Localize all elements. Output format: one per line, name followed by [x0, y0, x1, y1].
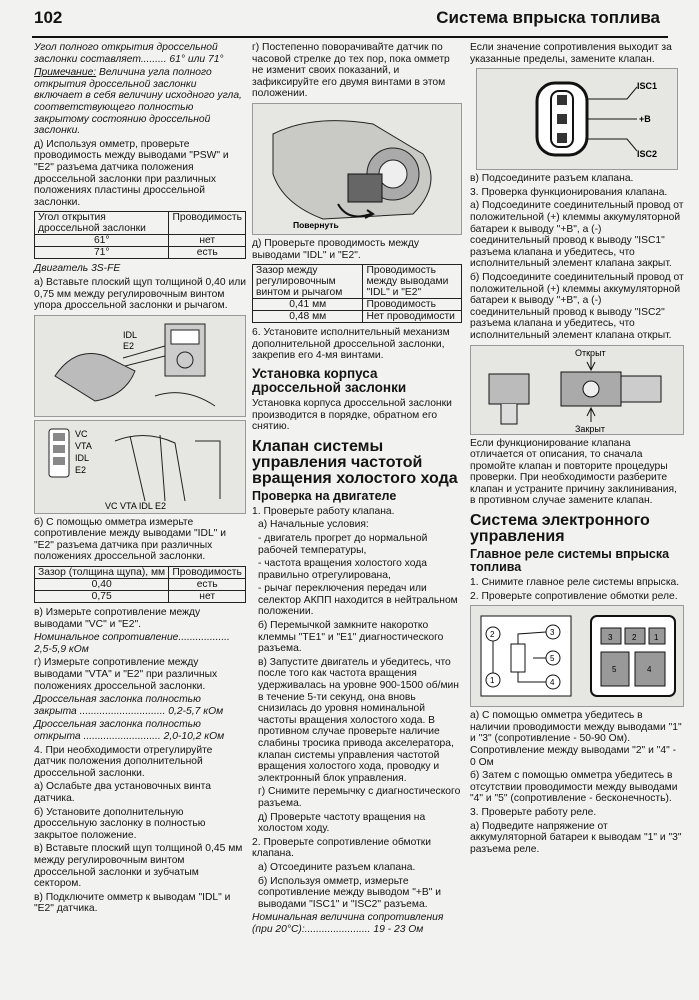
label-plus-b: +B	[639, 114, 651, 125]
column-2	[252, 42, 462, 938]
table-cell: 0,40	[35, 579, 169, 591]
subsection-heading: Главное реле системы впрыска топлива	[470, 547, 670, 575]
paragraph: б) Используя омметр, измерьте сопротивление между выводом "+B" и выводами "ISC1" и "ISC2" разъема.	[258, 875, 442, 910]
paragraph: д) Используя омметр, проверьте проводимость между выводами "PSW" и "E2" разъема датчика положения дроссельной заслонки при различных положениях пластины дроссельной заслонки.	[34, 138, 229, 208]
paragraph: в) Вставьте плоский щуп толщиной 0,45 мм между регулировочным винтом дроссельной заслонки и зубчатым сектором.	[34, 843, 243, 890]
table-cell: 0,48 мм	[253, 311, 363, 323]
paragraph: - двигатель прогрет до нормальной рабочей температуры,	[258, 532, 428, 556]
chapter-heading: Клапан системы управления частотой вращения холостого хода	[252, 437, 458, 487]
paragraph: 1. Проверьте работу клапана.	[252, 505, 395, 517]
engine-label: Двигатель 3S-FE	[34, 263, 121, 275]
page-header	[32, 10, 668, 38]
table-header: Проводимость	[169, 567, 246, 579]
label-e2: E2	[123, 340, 135, 351]
paragraph: г) Снимите перемычку с диагностического разъема.	[258, 786, 461, 809]
clearance-table	[252, 264, 462, 323]
label-idl: IDL	[123, 329, 138, 340]
paragraph: а) Подведите напряжение от аккумуляторной батареи к выводам "1" и "3" разъема реле.	[470, 820, 682, 855]
paragraph: б) С помощью омметра измерьте сопротивление между выводами "IDL" и "E2" разъема датчика при различных положениях дроссельной заслонки.	[34, 516, 226, 563]
paragraph: 3. Проверьте работу реле.	[470, 807, 597, 818]
paragraph: б) Подсоедините соединительный провод от положительной (+) клеммы аккумуляторной батареи к выводу "+B", а (-) соединительный провод к выводу "ISC2" разъема клапана и убедитесь, что исполнительный элемент клапана открыт.	[470, 271, 684, 341]
paragraph: в) Подключите омметр к выводам "IDL" и "E2" датчика.	[34, 891, 231, 915]
paragraph: б) Перемычкой замкните накоротко клеммы "TE1" и "E1" диагностического разъема.	[258, 620, 444, 655]
angle-table	[34, 211, 246, 259]
table-cell: 0,75	[35, 591, 169, 603]
table-cell: 71°	[35, 247, 169, 259]
paragraph: а) С помощью омметра убедитесь в наличии проводимости между выводами "1" и "3" (сопротивление - 50-90 Ом). Сопротивление между выводами "2" и "4" - 0 Ом	[470, 710, 682, 768]
page-title: Система впрыска топлива	[436, 8, 660, 27]
table-cell: есть	[169, 579, 246, 591]
pin-label: 2	[632, 633, 637, 643]
paragraph: - рычаг переключения передач или селектор АКПП находится в нейтральном положении.	[258, 583, 458, 618]
throttle-drawing	[253, 104, 461, 234]
table-cell: есть	[169, 247, 246, 259]
table-cell: нет	[169, 235, 246, 247]
table-cell: Нет проводимости	[363, 311, 462, 323]
paragraph: а) Подсоедините соединительный провод от положительной (+) клеммы аккумуляторной батареи к выводу "+B", а (-) соединительный провод к выводу "ISC1" разъема клапана и убедитесь, что исполнительный элемент клапана закрыт.	[470, 200, 684, 270]
chapter-heading: Система электронного управления	[470, 512, 650, 546]
paragraph: а) Ослабьте два установочных винта датчика.	[34, 781, 211, 804]
table-header: Проводимость	[169, 212, 246, 235]
table-cell: 0,41 мм	[253, 299, 363, 311]
relay-drawing	[471, 606, 683, 706]
paragraph: б) Затем с помощью омметра убедитесь в отсутствии проводимости между выводами "4" и "5" (сопротивление - бесконечность).	[470, 770, 678, 805]
valve-connector-drawing	[477, 69, 677, 169]
paragraph: - частота вращения холостого хода правильно отрегулирована,	[258, 558, 427, 581]
page-number: 102	[34, 8, 63, 27]
paragraph: а) Начальные условия:	[258, 519, 369, 531]
paragraph: 4. При необходимости отрегулируйте датчик положения дополнительной дроссельной заслонки.	[34, 744, 213, 779]
pin-label: 1	[490, 676, 495, 686]
figure-throttle-sensor	[252, 103, 462, 235]
connector-diagram	[35, 421, 245, 513]
paragraph: 1. Снимите главное реле системы впрыска.	[470, 577, 680, 589]
gap-table	[34, 566, 246, 603]
paragraph: 3. Проверка функционирования клапана.	[470, 186, 668, 198]
paragraph: в) Запустите двигатель и убедитесь, что после того как частота вращения удерживалась на уровне 900-1500 об/мин в течение 5-ти секунд, она вновь снизилась до уровня номинальной частоты вращения холостого хода. В противном случае проверьте наличие слабины тросика привода акселератора, клапан системы управления частотой вращения холостого хода, проводку и электронный блок управления.	[258, 656, 459, 784]
table-cell: Проводимость	[363, 299, 462, 311]
paragraph: Дроссельная заслонка полностью закрыта .............................. 0,2-5,7 кОм	[34, 694, 224, 717]
pin-label: 3	[550, 628, 555, 638]
table-header: Проводимость между выводами "IDL" и "E2"	[363, 265, 462, 299]
table-cell: 61°	[35, 235, 169, 247]
paragraph: б) Установите дополнительную дроссельную заслонку в полностью закрытое положение.	[34, 806, 206, 841]
label-vc: VC	[75, 428, 88, 439]
label-vta: VTA	[75, 440, 92, 451]
note-label: Примечание:	[34, 67, 97, 79]
paragraph: 2. Проверьте сопротивление обмотки клапана.	[252, 836, 432, 860]
paragraph: г) Постепенно поворачивайте датчик по часовой стрелке до тех пор, пока омметр не изменит своих показаний, и зафиксируйте его двумя винтами в этом положении.	[252, 42, 450, 100]
paragraph: Если значение сопротивления выходит за указанные пределы, замените клапан.	[470, 42, 672, 65]
figure-valve-function	[470, 345, 684, 435]
paragraph: г) Измерьте сопротивление между выводами "VTA" и "E2" при различных положениях дроссельной заслонки.	[34, 657, 218, 692]
label-closed: Закрыт	[575, 423, 605, 434]
paragraph: Если функционирование клапана отличается от описания, то сначала промойте клапан и повторите процедуры проверки. При необходимости разберите клапан и устраните причину заклинивания, в противном случае замените клапан.	[470, 437, 677, 507]
pin-label: 4	[550, 678, 555, 688]
pin-label: 5	[550, 654, 555, 664]
table-header: Зазор между регулировочным винтом и рычагом	[253, 265, 363, 299]
label-isc2: ISC2	[637, 149, 658, 160]
column-3	[470, 42, 684, 857]
ohmmeter-drawing	[35, 316, 245, 416]
note	[34, 67, 246, 137]
pin-label: 4	[647, 665, 652, 675]
pin-label: 2	[490, 630, 495, 640]
section-heading: Установка корпуса дроссельной заслонки	[252, 365, 407, 395]
subsection-heading: Проверка на двигателе	[252, 488, 397, 503]
pin-label: 1	[654, 633, 659, 643]
paragraph: 2. Проверьте сопротивление обмотки реле.	[470, 590, 678, 602]
label-e2: E2	[75, 464, 87, 475]
rotate-label: Повернуть	[293, 219, 339, 230]
table-header: Зазор (толщина щупа), мм	[35, 567, 169, 579]
pin-label: 5	[612, 665, 617, 675]
label-open: Открыт	[575, 347, 606, 358]
paragraph: в) Подсоедините разъем клапана.	[470, 173, 634, 185]
paragraph: в) Измерьте сопротивление между выводами "VC" и "E2".	[34, 607, 201, 630]
paragraph: Номинальная величина сопротивления (при 20°С):....................... 19 - 23 Ом	[252, 912, 444, 935]
axis-labels: VC VTA IDL E2	[105, 500, 167, 511]
paragraph: д) Проверьте проводимость между выводами "IDL" и "E2".	[252, 237, 419, 261]
paragraph: а) Вставьте плоский щуп толщиной 0,40 или 0,75 мм между регулировочным винтом упора дроссельной заслонки и рычагом.	[34, 276, 246, 312]
table-header: Угол открытия дроссельной заслонки	[35, 212, 169, 235]
figure-valve-connector	[476, 68, 678, 170]
paragraph: д) Проверьте частоту вращения на холостом ходу.	[258, 811, 426, 835]
figure-relay	[470, 605, 684, 707]
column-1	[34, 42, 246, 917]
table-cell: нет	[169, 591, 246, 603]
valve-function-drawing	[471, 346, 683, 434]
paragraph: Номинальное сопротивление.................. 2,5-5,9 кОм	[34, 632, 230, 655]
note-text: Величина угла полного открытия дроссельной заслонки включает в себя величину исходного угла, соответствующего полностью закрытому состоянию дроссельной заслонки.	[34, 67, 242, 137]
paragraph: Дроссельная заслонка полностью открыта ........................... 2,0-10,2 кОм	[34, 719, 225, 742]
paragraph: 6. Установите исполнительный механизм дополнительной дроссельной заслонки, закрепив его 4-мя винтами.	[252, 327, 450, 362]
label-isc1: ISC1	[637, 81, 658, 92]
label-idl: IDL	[75, 452, 90, 463]
paragraph: а) Отсоедините разъем клапана.	[258, 861, 416, 873]
paragraph: Угол полного открытия дроссельной заслонки составляет......... 61° или 71°	[34, 42, 224, 65]
figure-ohmmeter	[34, 315, 246, 417]
figure-connector-diagram	[34, 420, 246, 514]
paragraph: Установка корпуса дроссельной заслонки производится в порядке, обратном его снятию.	[252, 397, 452, 433]
pin-label: 3	[608, 633, 613, 643]
